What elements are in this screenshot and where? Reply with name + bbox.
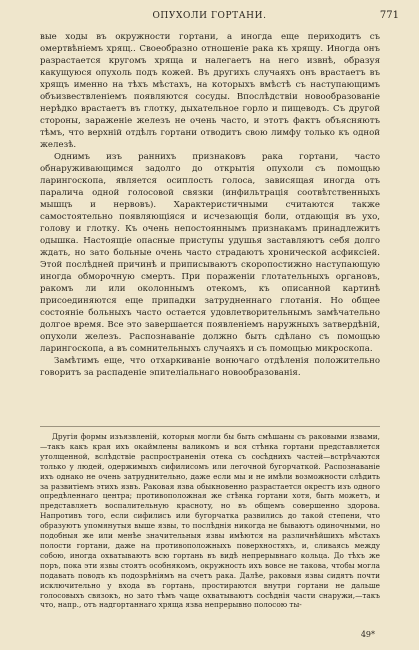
paragraph: Замѣтимъ еще, что отхаркиваніе вонючаго отдѣленія положительно говоритъ за распаденіе эпителіальнаго новообразованія. (40, 356, 380, 378)
page-header (0, 10, 419, 24)
running-title: ОПУХОЛИ ГОРТАНИ. (152, 11, 267, 21)
paragraph: Другія формы изъязвленій, которыя могли бы быть смѣшаны съ раковыми язвами,—такъ какъ края ихъ окаймлены валикомъ и вся стѣнка гортани представляется утолщенной, вслѣдствіе распространенія отека съ сосѣднихъ частей—встрѣчаются только у людей, одержимыхъ сифилисомъ или легочной бугорчаткой. Распознаваніе ихъ однако не очень затруднительно, даже если мы и не имѣли возможности слѣдить за развитіемъ этихъ язвъ. Раковая язва обыкновенно разрастается окрестъ изъ одного опредѣленнаго центра; противоположная же стѣнка гортани хотя, быть можетъ, и представляетъ воспалительную краснотy, но въ общемъ совершенно здорова. Напротивъ того, если сифилисъ или бугорчатка развились до такой степени, что образуютъ упомянутыя выше язвы, то послѣднія никогда не бываютъ одиночными, но подобныя же или менѣе значительныя язвы имѣются на различнѣйшихъ мѣстахъ полости гортани, даже на противоположныхъ поверхностяхъ, и, сливаясь между собою, иногда охватываютъ всю гортань въ видѣ непрерывнаго кольца. До тѣхъ же поръ, пока эти язвы стоятъ особнякомъ, окружность ихъ вовсе не такова, чтобы могла подавать поводъ къ подозрѣніямъ на счетъ рака. Далѣе, раковыя язвы сидятъ почти исключительно у входа въ гортань, простираются внутри гортани не дальше голосовыхъ связокъ, но зато тѣмъ чаще охватываютъ сосѣднія части снаружи,—такъ что, напр., отъ надгортаннаго хряща язва непрерывно полосою ты- (40, 432, 380, 610)
paragraph: вые ходы въ окружности гортани, а иногда еще периходитъ съ омертвѣніемъ хрящ.. Своеобразно отношеніе рака къ хрящу. Иногда онъ разрастается кругомъ хряща и налегаетъ на него извнѣ, образуя какущуюся опухоль подъ кожей. Въ другихъ случаяхъ онъ врастаетъ въ хрящъ именно на тѣхъ мѣстахъ, на которыхъ вмѣстѣ съ наступающимъ объизвествленіемъ появляются сосуды. Впослѣдствіи новообразованіе нерѣдко врастаетъ въ глотку, дыхательное горло и пищеводъ. Съ другой стороны, зараженіе железъ не очень часто, и этотъ фактъ объясняютъ тѣмъ, что верхній отдѣлъ гортани отводитъ свою лимфу только къ одной железѣ. (40, 32, 380, 150)
section-divider (40, 426, 380, 427)
paragraph: Однимъ изъ раннихъ признаковъ рака гортани, часто обнаруживающимся задолго до открытія опухоли съ помощью ларингоскопа, является осиплость голоса, зависящая иногда отъ паралича одной голосовой связки (инфильтрація соотвѣтственныхъ мышцъ и нервовъ). Характеристичными считаются также самостоятельно появляющіяся и исчезающія боли, отдающія въ ухо, голову и глотку. Къ очень непостояннымъ признакамъ принадлежитъ одышка. Настоящіе опасные приступы удушья заставляютъ себя долго ждать, но зато больные очень часто страдаютъ хронической асфиксіей. Этой послѣдней причинѣ и приписываютъ скоропостижно наступающую иногда обморочную смерть. При пораженіи глотательныхъ органовъ, ракомъ ли или околоннымъ отекомъ, къ описанной картинѣ присоединяются еще припадки затрудненнаго глотанія. Но общее состояніе больныхъ часто остается удовлетворительнымъ замѣчательно долгое время. Все это завершается появленіемъ наружныхъ затвердѣній, опухоли железъ. Распознаваніе должно быть сдѣлано съ помощью ларингоскопа, а въ сомнительныхъ случаяхъ и съ помощью микроскопа. (40, 152, 380, 354)
page-number: 771 (379, 10, 399, 21)
signature-mark: 49* (360, 630, 375, 639)
main-text (40, 31, 380, 379)
small-print-note (40, 432, 380, 610)
